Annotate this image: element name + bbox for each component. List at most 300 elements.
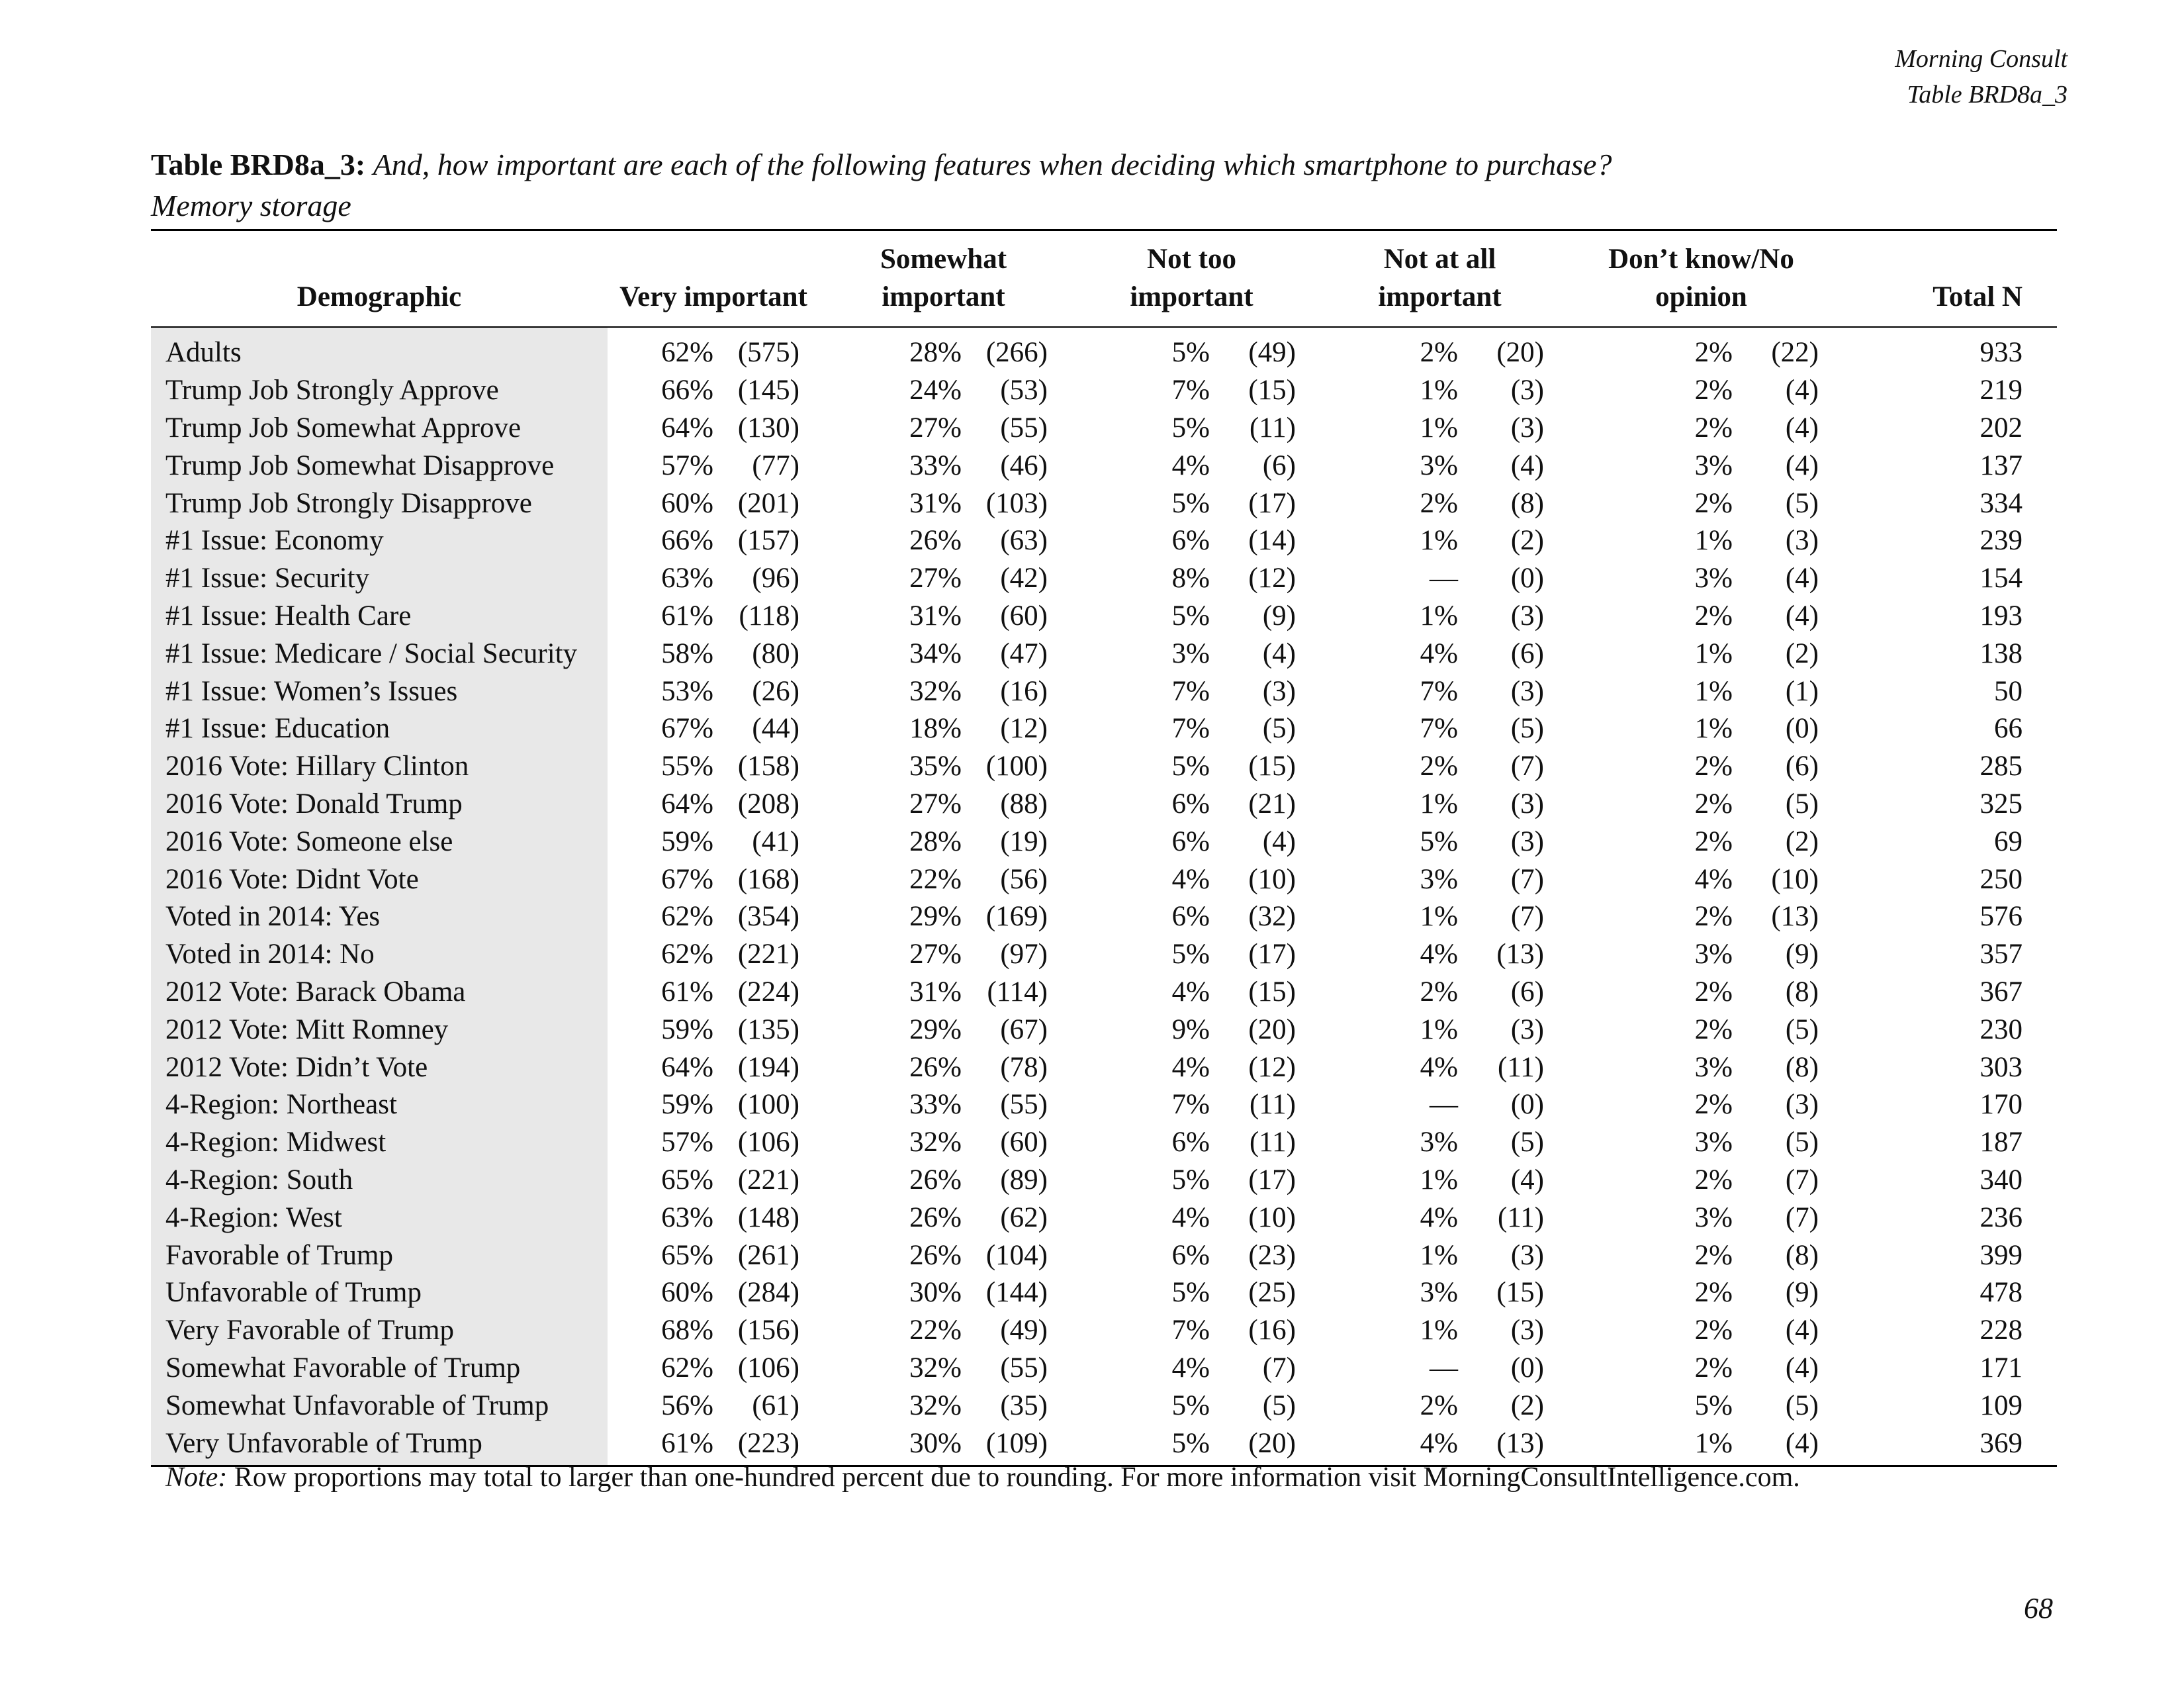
percent-cell: 65% bbox=[661, 1164, 713, 1196]
percent-cell: 5% bbox=[1171, 1277, 1210, 1309]
percent-cell: 30% bbox=[909, 1277, 962, 1309]
percent-cell: 5% bbox=[1420, 825, 1458, 857]
count-cell: (3) bbox=[1510, 1013, 1544, 1045]
table-row bbox=[151, 786, 2057, 823]
percent-cell: 59% bbox=[661, 1089, 713, 1121]
percent-cell: 2% bbox=[1420, 751, 1458, 782]
percent-cell: 61% bbox=[661, 1427, 713, 1459]
percent-cell: 27% bbox=[909, 939, 962, 970]
percent-cell: 32% bbox=[909, 675, 962, 707]
count-cell: (103) bbox=[985, 487, 1048, 519]
demographic-cell: #1 Issue: Women’s Issues bbox=[151, 673, 608, 710]
count-cell: (9) bbox=[1785, 939, 1819, 970]
count-cell: (106) bbox=[737, 1127, 799, 1158]
count-cell: (11) bbox=[1249, 1089, 1296, 1121]
percent-cell: 4% bbox=[1171, 976, 1210, 1008]
percent-cell: 67% bbox=[661, 713, 713, 745]
count-cell: (7) bbox=[1510, 863, 1544, 895]
percent-cell: 2% bbox=[1694, 1352, 1733, 1383]
count-cell: (3) bbox=[1510, 412, 1544, 444]
count-cell: (78) bbox=[1000, 1051, 1048, 1083]
demographic-cell: 2016 Vote: Didnt Vote bbox=[151, 861, 608, 898]
count-cell: (2) bbox=[1785, 825, 1819, 857]
percent-cell: 2% bbox=[1694, 976, 1733, 1008]
percent-cell: 27% bbox=[909, 563, 962, 594]
total-n-cell: 250 bbox=[1979, 863, 2023, 895]
count-cell: (13) bbox=[1496, 939, 1544, 970]
percent-cell: 6% bbox=[1171, 525, 1210, 557]
demographic-cell: 2012 Vote: Didn’t Vote bbox=[151, 1049, 608, 1086]
percent-cell: 7% bbox=[1171, 713, 1210, 745]
table-row bbox=[151, 327, 2057, 372]
count-cell: (17) bbox=[1248, 487, 1296, 519]
percent-cell: 7% bbox=[1171, 375, 1210, 406]
table-row bbox=[151, 410, 2057, 447]
count-cell: (118) bbox=[739, 600, 799, 632]
table-row bbox=[151, 748, 2057, 786]
percent-cell: 4% bbox=[1171, 1051, 1210, 1083]
count-cell: (4) bbox=[1785, 600, 1819, 632]
demographic-cell: Favorable of Trump bbox=[151, 1237, 608, 1274]
count-cell: (89) bbox=[1000, 1164, 1048, 1196]
count-cell: (9) bbox=[1262, 600, 1296, 632]
table-row bbox=[151, 1049, 2057, 1086]
percent-cell: 28% bbox=[909, 825, 962, 857]
count-cell: (55) bbox=[1000, 1352, 1048, 1383]
demographic-cell: Voted in 2014: No bbox=[151, 936, 608, 974]
percent-cell: 27% bbox=[909, 788, 962, 820]
count-cell: (12) bbox=[1248, 563, 1296, 594]
percent-cell: 2% bbox=[1694, 412, 1733, 444]
col-somewhat-important: Somewhat important bbox=[819, 230, 1068, 328]
percent-cell: 2% bbox=[1694, 337, 1733, 369]
count-cell: (3) bbox=[1262, 675, 1296, 707]
percent-cell: 4% bbox=[1171, 1201, 1210, 1233]
percent-cell: 2% bbox=[1694, 487, 1733, 519]
total-n-cell: 109 bbox=[1979, 1389, 2023, 1421]
total-n-cell: 478 bbox=[1979, 1277, 2023, 1309]
percent-cell: 4% bbox=[1171, 1352, 1210, 1383]
count-cell: (20) bbox=[1248, 1427, 1296, 1459]
count-cell: (4) bbox=[1785, 1315, 1819, 1346]
percent-cell: 3% bbox=[1694, 1201, 1733, 1233]
percent-cell: 57% bbox=[661, 1127, 713, 1158]
count-cell: (3) bbox=[1510, 675, 1544, 707]
count-cell: (8) bbox=[1785, 976, 1819, 1008]
count-cell: (354) bbox=[737, 901, 799, 933]
percent-cell: 1% bbox=[1420, 1239, 1458, 1271]
count-cell: (15) bbox=[1248, 976, 1296, 1008]
count-cell: (148) bbox=[737, 1201, 799, 1233]
count-cell: (3) bbox=[1785, 1089, 1819, 1121]
total-n-cell: 236 bbox=[1979, 1201, 2023, 1233]
count-cell: (53) bbox=[1000, 375, 1048, 406]
count-cell: (5) bbox=[1262, 713, 1296, 745]
count-cell: (11) bbox=[1497, 1051, 1544, 1083]
percent-cell: 33% bbox=[909, 1089, 962, 1121]
demographic-cell: 2016 Vote: Someone else bbox=[151, 823, 608, 861]
percent-cell: 24% bbox=[909, 375, 962, 406]
count-cell: (157) bbox=[737, 525, 799, 557]
count-cell: (7) bbox=[1262, 1352, 1296, 1383]
table-row bbox=[151, 1086, 2057, 1124]
count-cell: (49) bbox=[1000, 1315, 1048, 1346]
count-cell: (12) bbox=[1248, 1051, 1296, 1083]
table-row bbox=[151, 560, 2057, 598]
note-text: Row proportions may total to larger than one-hundred percent due to rounding. For more information visit MorningConsultIntelligence.com. bbox=[234, 1462, 1800, 1493]
percent-cell: 26% bbox=[909, 1201, 962, 1233]
percent-cell: 3% bbox=[1694, 1127, 1733, 1158]
percent-cell: 26% bbox=[909, 1164, 962, 1196]
count-cell: (35) bbox=[1000, 1389, 1048, 1421]
count-cell: (144) bbox=[985, 1277, 1048, 1309]
percent-cell: 1% bbox=[1694, 525, 1733, 557]
count-cell: (194) bbox=[737, 1051, 799, 1083]
percent-cell: 2% bbox=[1420, 1389, 1458, 1421]
count-cell: (4) bbox=[1262, 637, 1296, 669]
percent-cell: 2% bbox=[1694, 1164, 1733, 1196]
count-cell: (6) bbox=[1510, 637, 1544, 669]
table-row bbox=[151, 598, 2057, 635]
count-cell: (169) bbox=[985, 901, 1048, 933]
count-cell: (3) bbox=[1510, 600, 1544, 632]
count-cell: (223) bbox=[737, 1427, 799, 1459]
total-n-cell: 576 bbox=[1979, 901, 2023, 933]
count-cell: (8) bbox=[1510, 487, 1544, 519]
col-dont-know: Don’t know/No opinion bbox=[1564, 230, 1839, 328]
count-cell: (67) bbox=[1000, 1013, 1048, 1045]
count-cell: (20) bbox=[1496, 337, 1544, 369]
count-cell: (284) bbox=[737, 1277, 799, 1309]
total-n-cell: 303 bbox=[1979, 1051, 2023, 1083]
report-header bbox=[1895, 41, 2068, 113]
percent-cell: 5% bbox=[1171, 487, 1210, 519]
count-cell: (4) bbox=[1785, 449, 1819, 481]
page-number: 68 bbox=[2024, 1592, 2053, 1624]
crosstab-table bbox=[151, 229, 2057, 1467]
percent-cell: 62% bbox=[661, 939, 713, 970]
demographic-cell: Trump Job Strongly Disapprove bbox=[151, 485, 608, 522]
col-very-important: Very important bbox=[608, 230, 819, 328]
demographic-cell: 4-Region: Northeast bbox=[151, 1086, 608, 1124]
percent-cell: 61% bbox=[661, 600, 713, 632]
count-cell: (7) bbox=[1510, 751, 1544, 782]
count-cell: (11) bbox=[1249, 412, 1296, 444]
count-cell: (19) bbox=[1000, 825, 1048, 857]
percent-cell: 5% bbox=[1171, 1164, 1210, 1196]
total-n-cell: 334 bbox=[1979, 487, 2023, 519]
demographic-cell: #1 Issue: Medicare / Social Security bbox=[151, 635, 608, 673]
percent-cell: 65% bbox=[661, 1239, 713, 1271]
count-cell: (4) bbox=[1510, 449, 1544, 481]
percent-cell: 2% bbox=[1694, 600, 1733, 632]
table-row bbox=[151, 710, 2057, 748]
percent-cell: 7% bbox=[1420, 675, 1458, 707]
percent-cell: 27% bbox=[909, 412, 962, 444]
percent-cell: 63% bbox=[661, 563, 713, 594]
table-row bbox=[151, 673, 2057, 710]
demographic-cell: #1 Issue: Health Care bbox=[151, 598, 608, 635]
count-cell: (261) bbox=[737, 1239, 799, 1271]
count-cell: (145) bbox=[737, 375, 799, 406]
percent-cell: 2% bbox=[1694, 901, 1733, 933]
percent-cell: 6% bbox=[1171, 788, 1210, 820]
count-cell: (11) bbox=[1249, 1127, 1296, 1158]
table-row bbox=[151, 823, 2057, 861]
percent-cell: 4% bbox=[1694, 863, 1733, 895]
count-cell: (22) bbox=[1771, 337, 1819, 369]
percent-cell: 1% bbox=[1420, 1013, 1458, 1045]
count-cell: (6) bbox=[1262, 449, 1296, 481]
count-cell: (80) bbox=[752, 637, 799, 669]
percent-cell: 32% bbox=[909, 1352, 962, 1383]
percent-cell: 22% bbox=[909, 1315, 962, 1346]
count-cell: (8) bbox=[1785, 1051, 1819, 1083]
count-cell: (100) bbox=[737, 1089, 799, 1121]
total-n-cell: 187 bbox=[1979, 1127, 2023, 1158]
percent-cell: 6% bbox=[1171, 901, 1210, 933]
count-cell: (156) bbox=[737, 1315, 799, 1346]
demographic-cell: 2016 Vote: Donald Trump bbox=[151, 786, 608, 823]
percent-cell: 4% bbox=[1171, 449, 1210, 481]
percent-cell: 60% bbox=[661, 1277, 713, 1309]
percent-cell: 4% bbox=[1420, 1201, 1458, 1233]
percent-cell: 55% bbox=[661, 751, 713, 782]
percent-cell: 1% bbox=[1420, 375, 1458, 406]
total-n-cell: 154 bbox=[1979, 563, 2023, 594]
demographic-cell: #1 Issue: Security bbox=[151, 560, 608, 598]
count-cell: (5) bbox=[1510, 713, 1544, 745]
percent-cell: — bbox=[1430, 563, 1458, 594]
count-cell: (88) bbox=[1000, 788, 1048, 820]
percent-cell: 5% bbox=[1171, 337, 1210, 369]
count-cell: (9) bbox=[1785, 1277, 1819, 1309]
percent-cell: 1% bbox=[1420, 412, 1458, 444]
count-cell: (46) bbox=[1000, 449, 1048, 481]
demographic-cell: Unfavorable of Trump bbox=[151, 1274, 608, 1312]
percent-cell: 3% bbox=[1694, 563, 1733, 594]
demographic-cell: #1 Issue: Education bbox=[151, 710, 608, 748]
percent-cell: 3% bbox=[1171, 637, 1210, 669]
count-cell: (44) bbox=[752, 713, 799, 745]
percent-cell: 1% bbox=[1420, 525, 1458, 557]
table-row bbox=[151, 1237, 2057, 1274]
percent-cell: 26% bbox=[909, 525, 962, 557]
count-cell: (4) bbox=[1785, 1427, 1819, 1459]
count-cell: (5) bbox=[1510, 1127, 1544, 1158]
count-cell: (8) bbox=[1785, 1239, 1819, 1271]
count-cell: (4) bbox=[1785, 563, 1819, 594]
demographic-cell: Somewhat Favorable of Trump bbox=[151, 1350, 608, 1387]
count-cell: (11) bbox=[1497, 1201, 1544, 1233]
total-n-cell: 325 bbox=[1979, 788, 2023, 820]
count-cell: (104) bbox=[985, 1239, 1048, 1271]
total-n-cell: 340 bbox=[1979, 1164, 2023, 1196]
count-cell: (20) bbox=[1248, 1013, 1296, 1045]
percent-cell: 1% bbox=[1694, 637, 1733, 669]
count-cell: (3) bbox=[1510, 1239, 1544, 1271]
percent-cell: 2% bbox=[1420, 976, 1458, 1008]
table-row bbox=[151, 1011, 2057, 1049]
demographic-cell: 4-Region: South bbox=[151, 1162, 608, 1199]
percent-cell: 1% bbox=[1420, 901, 1458, 933]
percent-cell: 31% bbox=[909, 976, 962, 1008]
count-cell: (10) bbox=[1248, 863, 1296, 895]
count-cell: (3) bbox=[1510, 375, 1544, 406]
total-n-cell: 399 bbox=[1979, 1239, 2023, 1271]
percent-cell: 67% bbox=[661, 863, 713, 895]
count-cell: (208) bbox=[737, 788, 799, 820]
percent-cell: 3% bbox=[1420, 863, 1458, 895]
total-n-cell: 239 bbox=[1979, 525, 2023, 557]
percent-cell: 7% bbox=[1171, 1315, 1210, 1346]
count-cell: (62) bbox=[1000, 1201, 1048, 1233]
table-row bbox=[151, 485, 2057, 522]
total-n-cell: 219 bbox=[1979, 375, 2023, 406]
count-cell: (221) bbox=[737, 939, 799, 970]
count-cell: (4) bbox=[1785, 375, 1819, 406]
count-cell: (0) bbox=[1785, 713, 1819, 745]
percent-cell: 1% bbox=[1694, 675, 1733, 707]
count-cell: (6) bbox=[1510, 976, 1544, 1008]
count-cell: (10) bbox=[1771, 863, 1819, 895]
count-cell: (13) bbox=[1771, 901, 1819, 933]
count-cell: (10) bbox=[1248, 1201, 1296, 1233]
demographic-cell: 2012 Vote: Barack Obama bbox=[151, 974, 608, 1011]
percent-cell: 5% bbox=[1171, 751, 1210, 782]
count-cell: (5) bbox=[1785, 1013, 1819, 1045]
table-row bbox=[151, 974, 2057, 1011]
count-cell: (5) bbox=[1262, 1389, 1296, 1421]
count-cell: (47) bbox=[1000, 637, 1048, 669]
percent-cell: 1% bbox=[1420, 1164, 1458, 1196]
percent-cell: 66% bbox=[661, 525, 713, 557]
count-cell: (14) bbox=[1248, 525, 1296, 557]
table-row bbox=[151, 861, 2057, 898]
demographic-cell: Very Unfavorable of Trump bbox=[151, 1425, 608, 1466]
title-label: Table BRD8a_3: bbox=[151, 148, 366, 181]
percent-cell: 7% bbox=[1171, 1089, 1210, 1121]
percent-cell: 4% bbox=[1420, 1427, 1458, 1459]
percent-cell: 2% bbox=[1694, 825, 1733, 857]
count-cell: (2) bbox=[1510, 525, 1544, 557]
total-n-cell: 50 bbox=[1994, 675, 2023, 707]
percent-cell: 4% bbox=[1420, 939, 1458, 970]
percent-cell: 2% bbox=[1420, 487, 1458, 519]
total-n-cell: 138 bbox=[1979, 637, 2023, 669]
table-row bbox=[151, 1124, 2057, 1162]
percent-cell: 53% bbox=[661, 675, 713, 707]
demographic-cell: 4-Region: Midwest bbox=[151, 1124, 608, 1162]
total-n-cell: 193 bbox=[1979, 600, 2023, 632]
count-cell: (3) bbox=[1510, 788, 1544, 820]
demographic-cell: Somewhat Unfavorable of Trump bbox=[151, 1387, 608, 1425]
percent-cell: 2% bbox=[1694, 1089, 1733, 1121]
percent-cell: — bbox=[1430, 1352, 1458, 1383]
demographic-cell: Very Favorable of Trump bbox=[151, 1312, 608, 1350]
percent-cell: 60% bbox=[661, 487, 713, 519]
percent-cell: 3% bbox=[1694, 449, 1733, 481]
percent-cell: 6% bbox=[1171, 1239, 1210, 1271]
percent-cell: 1% bbox=[1420, 600, 1458, 632]
count-cell: (224) bbox=[737, 976, 799, 1008]
count-cell: (16) bbox=[1000, 675, 1048, 707]
percent-cell: 2% bbox=[1694, 1239, 1733, 1271]
percent-cell: 9% bbox=[1171, 1013, 1210, 1045]
total-n-cell: 66 bbox=[1994, 713, 2023, 745]
percent-cell: 2% bbox=[1694, 788, 1733, 820]
count-cell: (221) bbox=[737, 1164, 799, 1196]
count-cell: (7) bbox=[1510, 901, 1544, 933]
count-cell: (17) bbox=[1248, 1164, 1296, 1196]
percent-cell: 2% bbox=[1694, 375, 1733, 406]
count-cell: (130) bbox=[737, 412, 799, 444]
count-cell: (77) bbox=[752, 449, 799, 481]
count-cell: (100) bbox=[985, 751, 1048, 782]
title-subtitle: Memory storage bbox=[151, 189, 351, 222]
col-demographic: Demographic bbox=[151, 230, 608, 328]
count-cell: (114) bbox=[987, 976, 1048, 1008]
count-cell: (109) bbox=[985, 1427, 1048, 1459]
table-row bbox=[151, 372, 2057, 410]
percent-cell: 64% bbox=[661, 1051, 713, 1083]
percent-cell: 2% bbox=[1420, 337, 1458, 369]
total-n-cell: 357 bbox=[1979, 939, 2023, 970]
percent-cell: 59% bbox=[661, 1013, 713, 1045]
count-cell: (63) bbox=[1000, 525, 1048, 557]
count-cell: (15) bbox=[1496, 1277, 1544, 1309]
demographic-cell: 4-Region: West bbox=[151, 1199, 608, 1237]
percent-cell: 1% bbox=[1694, 713, 1733, 745]
count-cell: (135) bbox=[737, 1013, 799, 1045]
count-cell: (16) bbox=[1248, 1315, 1296, 1346]
count-cell: (61) bbox=[752, 1389, 799, 1421]
count-cell: (41) bbox=[752, 825, 799, 857]
count-cell: (49) bbox=[1248, 337, 1296, 369]
count-cell: (4) bbox=[1262, 825, 1296, 857]
percent-cell: 22% bbox=[909, 863, 962, 895]
header-row bbox=[151, 230, 2057, 328]
percent-cell: 29% bbox=[909, 901, 962, 933]
percent-cell: 2% bbox=[1694, 1277, 1733, 1309]
percent-cell: 5% bbox=[1171, 600, 1210, 632]
demographic-cell: Voted in 2014: Yes bbox=[151, 898, 608, 936]
total-n-cell: 69 bbox=[1994, 825, 2023, 857]
percent-cell: 56% bbox=[661, 1389, 713, 1421]
percent-cell: 5% bbox=[1171, 412, 1210, 444]
table-row bbox=[151, 522, 2057, 560]
percent-cell: 28% bbox=[909, 337, 962, 369]
count-cell: (3) bbox=[1510, 1315, 1544, 1346]
count-cell: (266) bbox=[985, 337, 1048, 369]
percent-cell: 3% bbox=[1420, 1277, 1458, 1309]
total-n-cell: 228 bbox=[1979, 1315, 2023, 1346]
percent-cell: 64% bbox=[661, 788, 713, 820]
table-row bbox=[151, 447, 2057, 485]
col-not-too-important: Not too important bbox=[1068, 230, 1316, 328]
total-n-cell: 170 bbox=[1979, 1089, 2023, 1121]
table-row bbox=[151, 1350, 2057, 1387]
count-cell: (26) bbox=[752, 675, 799, 707]
percent-cell: 61% bbox=[661, 976, 713, 1008]
count-cell: (60) bbox=[1000, 1127, 1048, 1158]
table-row bbox=[151, 1274, 2057, 1312]
count-cell: (7) bbox=[1785, 1164, 1819, 1196]
percent-cell: 1% bbox=[1420, 1315, 1458, 1346]
count-cell: (0) bbox=[1510, 1352, 1544, 1383]
percent-cell: 5% bbox=[1694, 1389, 1733, 1421]
percent-cell: 5% bbox=[1171, 1389, 1210, 1421]
